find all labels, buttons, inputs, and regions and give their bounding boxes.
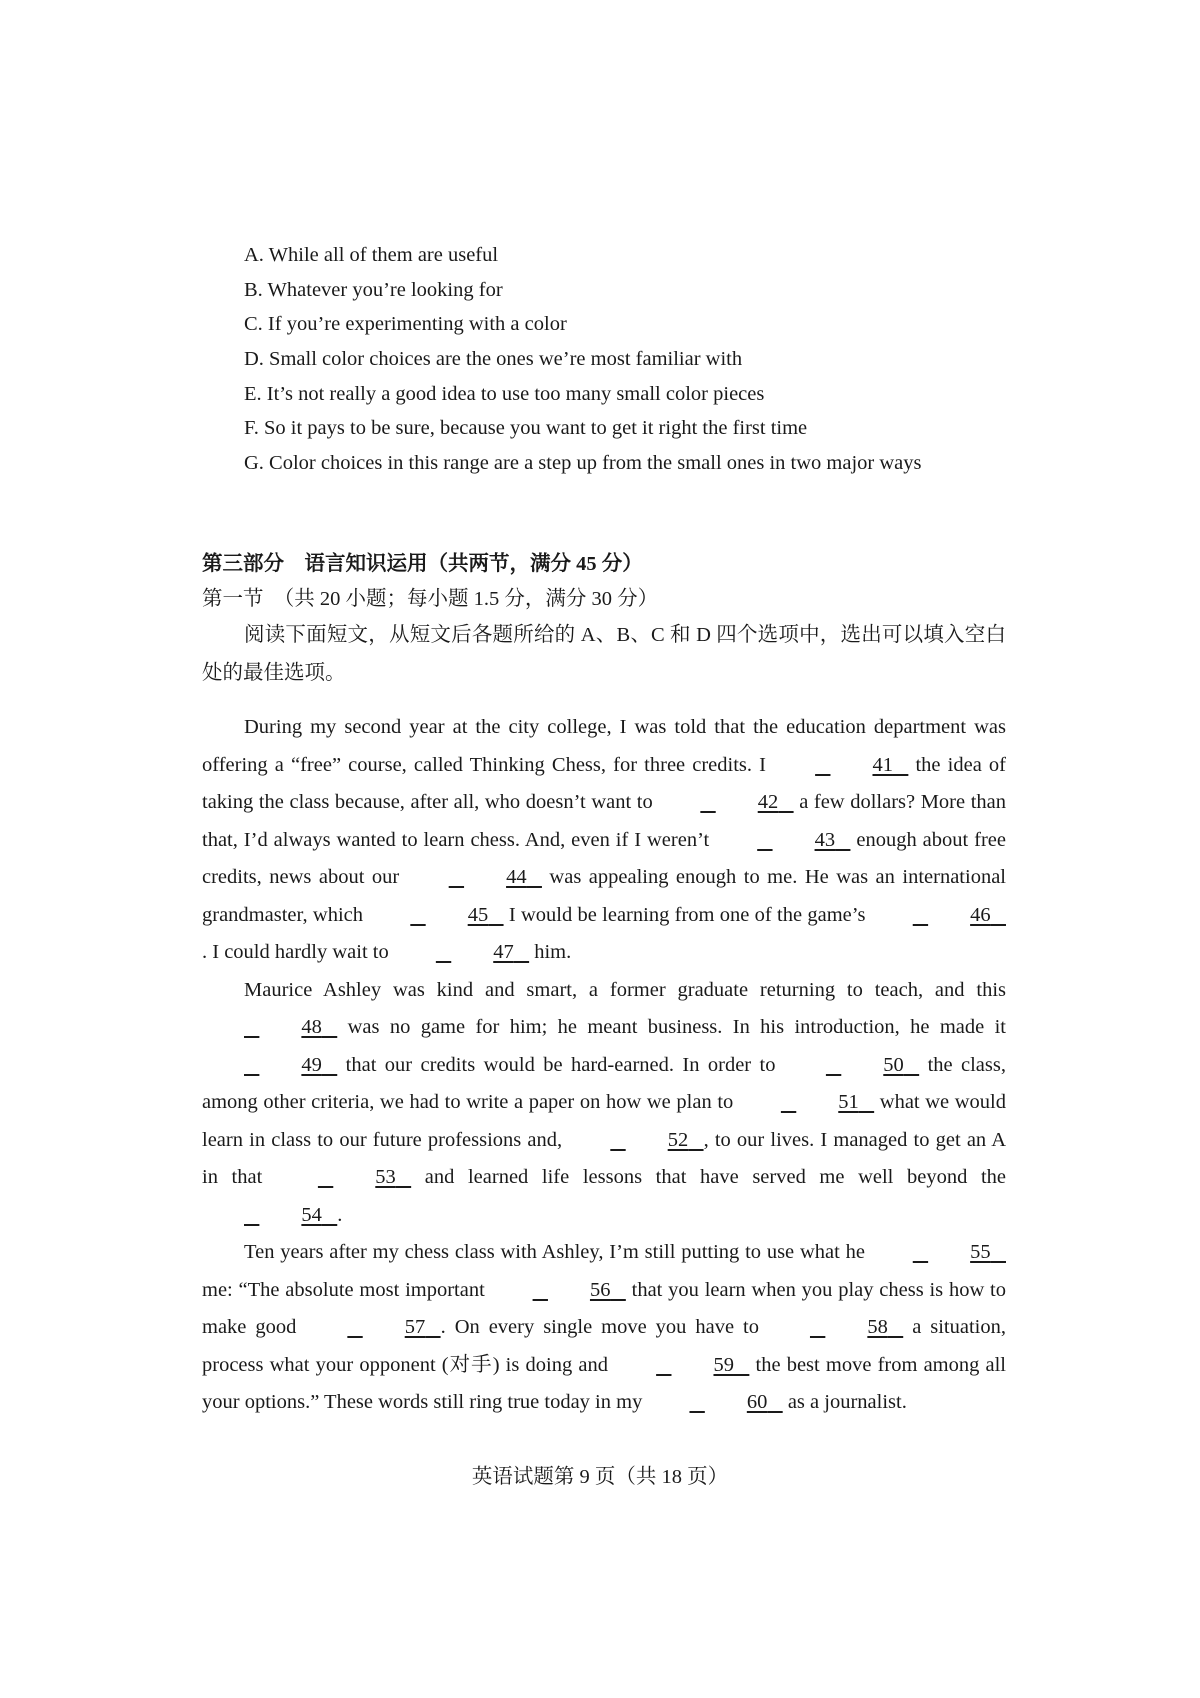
blank-41: 41 <box>872 753 893 776</box>
blank-line <box>568 1122 703 1160</box>
option-item: B. Whatever you’re looking for <box>244 278 503 301</box>
blank-47: 47 <box>493 941 514 963</box>
blank-42: 42 <box>757 791 779 813</box>
paragraph <box>202 1234 1006 1422</box>
text-run: him. <box>529 941 572 963</box>
blank-59: 59 <box>713 1353 734 1376</box>
blank-line <box>407 859 542 897</box>
option-item: E. It’s not really a good idea to use too many small color pieces <box>244 382 765 405</box>
blank-line <box>202 1047 337 1085</box>
text-run: the class, among other criteria, we had to write a paper on how we plan to <box>202 1053 1006 1113</box>
blank-line <box>202 1009 337 1047</box>
paragraph <box>202 709 1006 972</box>
text-run: what we would learn in class to our future professions and, <box>202 1091 1006 1151</box>
blank-line <box>715 822 850 860</box>
blank-56: 56 <box>589 1278 611 1301</box>
blank-49: 49 <box>301 1053 322 1076</box>
blank-line <box>658 784 793 822</box>
text-run: was appealing enough to me. He was an international grandmaster, which <box>202 866 1006 926</box>
text-run: a situation, process what your opponent (对手) is doing and <box>202 1316 1006 1376</box>
part-heading: 第三部分 语言知识运用（共两节，满分 45 分） <box>202 553 643 575</box>
blank-line <box>368 897 503 935</box>
text-run: a few dollars? More than that, I’d always wanted to learn chess. And, even if I weren’t <box>202 791 1006 851</box>
blank-46: 46 <box>970 903 991 926</box>
paragraph <box>202 972 1006 1235</box>
text-run: , to our lives. I managed to get an A in that <box>202 1128 1006 1188</box>
blank-57: 57 <box>404 1316 426 1338</box>
blank-48: 48 <box>301 1016 322 1038</box>
blank-line <box>305 1309 440 1347</box>
blank-line <box>276 1159 411 1197</box>
blank-60: 60 <box>746 1391 768 1413</box>
blank-line <box>647 1384 782 1422</box>
text-run: . I could hardly wait to <box>202 941 394 963</box>
blank-line <box>394 934 529 972</box>
text-run: I would be learning from one of the game’s <box>503 903 871 926</box>
blank-50: 50 <box>883 1053 904 1076</box>
blank-line <box>739 1084 874 1122</box>
cloze-passage <box>202 709 1006 1422</box>
blank-line <box>773 747 908 785</box>
text-run: . On every single move you have to <box>440 1316 768 1338</box>
blank-52: 52 <box>667 1128 689 1151</box>
answer-options-list <box>244 238 921 481</box>
blank-line <box>871 1234 1006 1272</box>
blank-58: 58 <box>867 1316 888 1338</box>
blank-45: 45 <box>467 903 489 926</box>
text-run: as a journalist. <box>782 1391 907 1413</box>
option-item: D. Small color choices are the ones we’re most familiar with <box>244 348 743 371</box>
option-item: C. If you’re experimenting with a color <box>244 313 567 336</box>
blank-43: 43 <box>814 828 836 851</box>
blank-line <box>784 1047 919 1085</box>
text-run: that you learn when you play chess is how to make good <box>202 1278 1006 1338</box>
text-run: During my second year at the city college, I was told that the education department was offering a “free” course, called Thinking Chess, for three credits. I <box>202 716 1006 776</box>
text-run: enough about free credits, news about our <box>202 828 1006 888</box>
text-run: Ten years after my chess class with Ashley, I’m still putting to use what he <box>244 1241 871 1263</box>
option-item: F. So it pays to be sure, because you want to get it right the first time <box>244 417 808 440</box>
instruction: 阅读下面短文，从短文后各题所给的 A、B、C 和 D 四个选项中，选出可以填入空白处的最佳选项。 <box>202 624 1006 684</box>
page-footer: 英语试题第 9 页（共 18 页） <box>471 1466 729 1488</box>
blank-line <box>491 1272 626 1310</box>
text-run: and learned life lessons that have served me well beyond the <box>411 1166 1006 1188</box>
text-run: . <box>337 1203 343 1226</box>
section-heading: 第一节 （共 20 小题；每小题 1.5 分，满分 30 分） <box>202 588 659 610</box>
text-run: Maurice Ashley was kind and smart, a former graduate returning to teach, and this <box>244 978 1006 1001</box>
blank-line <box>614 1347 749 1385</box>
blank-44: 44 <box>506 866 527 888</box>
text-run: that our credits would be hard-earned. In order to <box>337 1053 784 1076</box>
blank-54: 54 <box>301 1203 322 1226</box>
blank-line <box>871 897 1006 935</box>
text-run: the idea of taking the class because, after all, who doesn’t want to <box>202 753 1006 813</box>
blank-53: 53 <box>375 1166 396 1188</box>
text-run: the best move from among all your options.” These words still ring true today in my <box>202 1353 1007 1413</box>
blank-line <box>202 1197 337 1235</box>
blank-55: 55 <box>970 1241 991 1263</box>
blank-51: 51 <box>838 1091 859 1113</box>
option-item: A. While all of them are useful <box>244 244 499 266</box>
text-run: was no game for him; he meant business. In his introduction, he made it <box>337 1016 1006 1038</box>
option-item: G. Color choices in this range are a step up from the small ones in two major ways <box>244 452 922 475</box>
blank-line <box>768 1309 903 1347</box>
text-run: me: “The absolute most important <box>202 1278 491 1301</box>
